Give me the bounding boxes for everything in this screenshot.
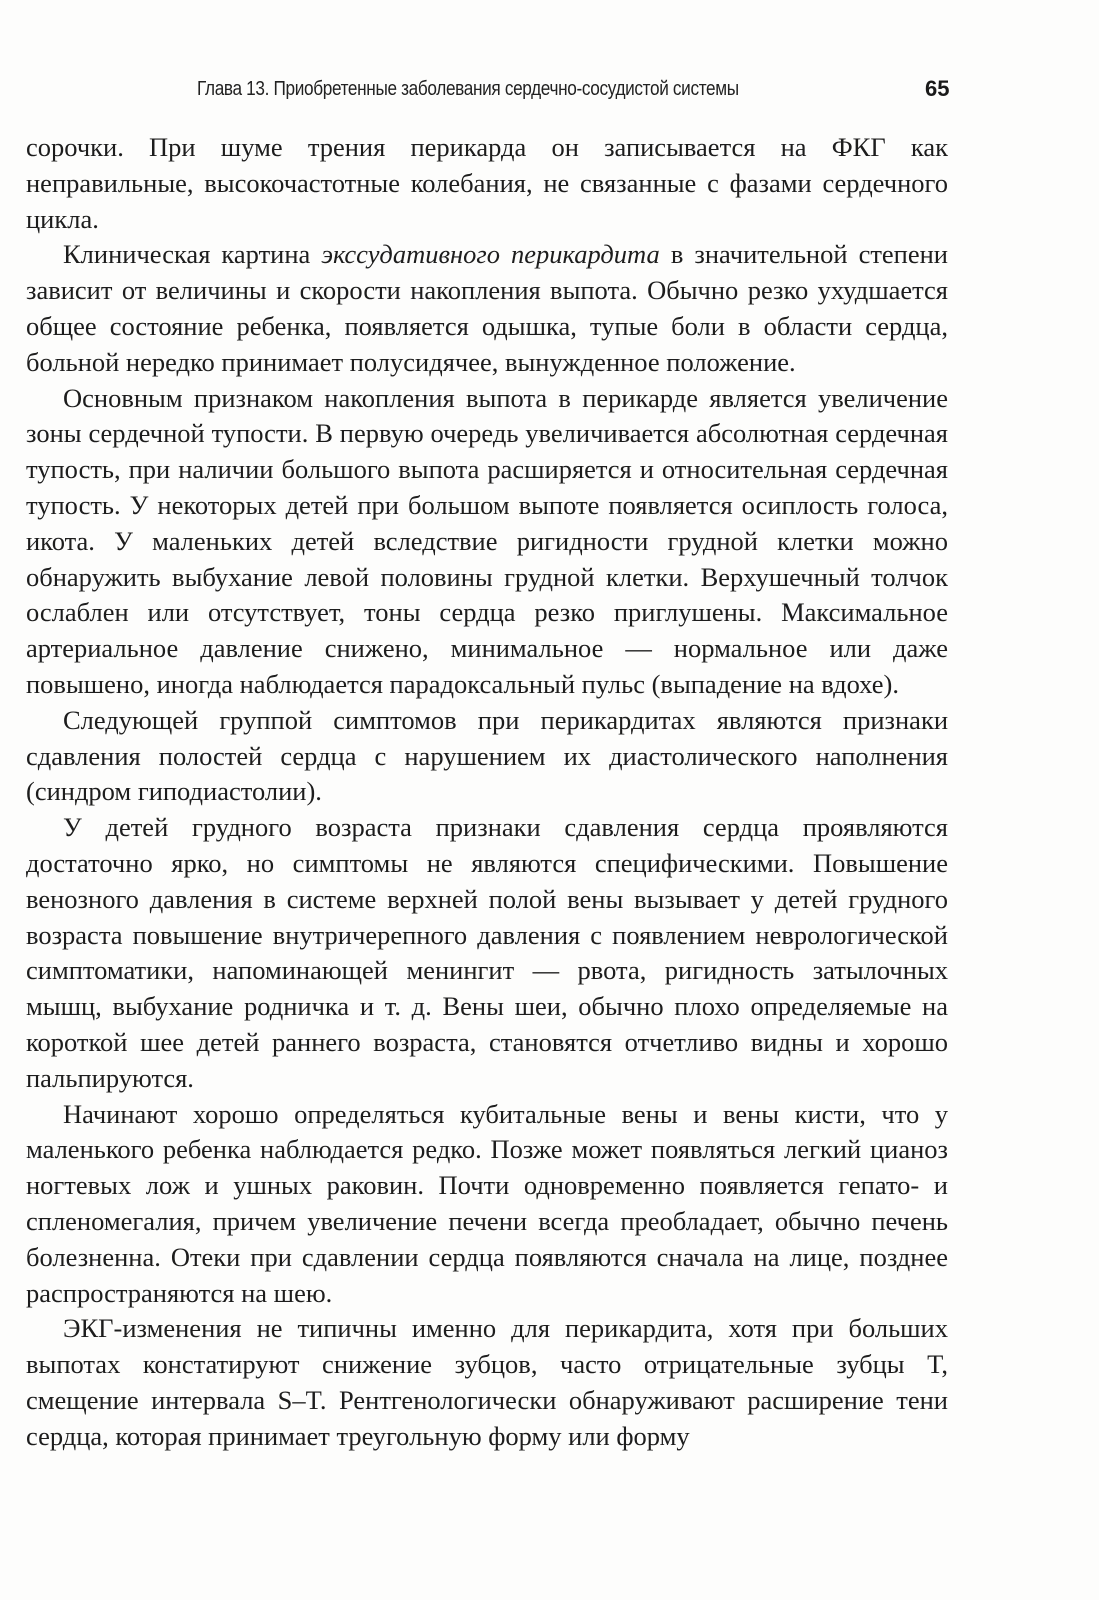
paragraph-2-start: Клиническая картина: [63, 239, 322, 270]
paragraph-1: сорочки. При шуме трения перикарда он записывается на ФКГ как неправильные, высокочастотные колебания, не связанные с фазами сердечного цикла.: [26, 132, 948, 234]
emphasized-term: экссудативного перикардита: [321, 239, 660, 270]
paragraph-3: Основным признаком накопления выпота в перикарде является увеличение зоны сердечной тупости. В первую очередь увеличивается абсолютная сердечная тупость, при наличии большого выпота расширяется и относительная сердечная тупость. У некоторых детей при большом выпоте появляется осиплость голоса, икота. У маленьких детей вследствие ригидности грудной клетки можно обнаружить выбухание левой половины грудной клетки. Верхушечный толчок ослаблен или отсутствует, тоны сердца резко приглушены. Максимальное артериальное давление снижено, минимальное — нормальное или даже повышено, иногда наблюдается парадоксальный пульс (выпадение на вдохе).: [26, 382, 948, 699]
paragraph-2: [26, 237, 948, 380]
running-title: Глава 13. Приобретенные заболевания сердечно-сосудистой системы: [197, 78, 739, 100]
paragraph-2-rest: в значительной степени зависит от величины и скорости накопления выпота. Обычно резко ухудшается общее состояние ребенка, появляется одышка, тупые боли в области сердца, больной нередко принимает полусидячее, вынужденное положение.: [26, 239, 948, 377]
paragraph-5: У детей грудного возраста признаки сдавления сердца проявляются достаточно ярко, но симптомы не являются специфическими. Повышение венозного давления в системе верхней полой вены вызывает у детей грудного возраста повышение внутричерепного давления с появлением неврологической симптоматики, напоминающей менингит — рвота, ригидность затылочных мышц, выбухание родничка и т. д. Вены шеи, обычно плохо определяемые на короткой шее детей раннего возраста, становятся отчетливо видны и хорошо пальпируются.: [26, 812, 948, 1093]
paragraph-4: Следующей группой симптомов при перикардитах являются признаки сдавления полостей сердца с нарушением их диастолического наполнения (синдром гиподиастолии).: [26, 704, 948, 807]
paragraph-7: ЭКГ-изменения не типичны именно для перикардита, хотя при больших выпотах констатируют снижение зубцов, часто отрицательные зубцы T, смещение интервала S–T. Рентгенологически обнаруживают расширение тени сердца, которая принимает треугольную форму или форму: [26, 1313, 948, 1451]
paragraph-6: Начинают хорошо определяться кубитальные вены и вены кисти, что у маленького ребенка наблюдается редко. Позже может появляться легкий цианоз ногтевых лож и ушных раковин. Почти одновременно появляется гепато- и спленомегалия, причем увеличение печени всегда преобладает, обычно печень болезненна. Отеки при сдавлении сердца появляются сначала на лице, позднее распространяются на шею.: [26, 1098, 948, 1308]
body-text: [26, 130, 948, 1454]
page-number: 65: [925, 76, 950, 101]
